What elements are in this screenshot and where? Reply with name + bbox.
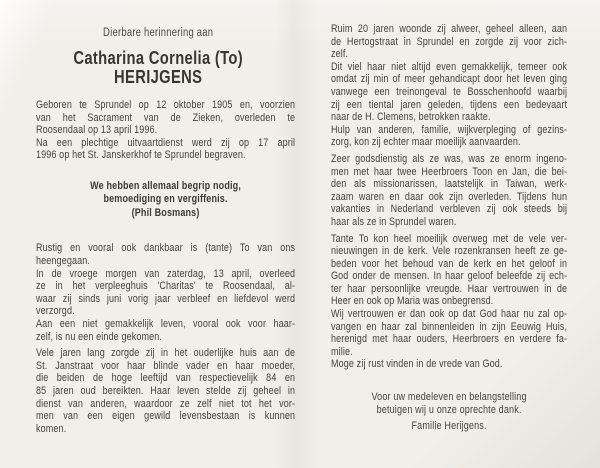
quote-block — [36, 180, 295, 221]
brothers-paragraph — [331, 153, 567, 229]
text-line: vangen en haar zal binnenleiden in zijn Eeuwig Huis, — [331, 320, 568, 333]
card-header — [36, 26, 295, 87]
passing-paragraph — [36, 242, 295, 343]
caring-paragraph — [36, 347, 295, 435]
text-line: Aan een niet gemakkelijk leven, vooral ook voor haar- — [36, 318, 296, 331]
text-line: Na een plechtige uitvaartdienst werd zij op 17 april — [36, 136, 296, 149]
family-signature: Familie Herijgens. — [411, 420, 487, 433]
text-line: Vele jaren lang zorgde zij in het ouderlijke huis aan de — [36, 347, 296, 360]
text-line: die beiden de hoge leeftijd van respectievelijk 84 en — [36, 372, 296, 385]
text-line: Geboren te Sprundel op 12 oktober 1905 en, voorzien — [36, 99, 296, 111]
text-line: Moge zij rust vinden in de vrede van God. — [331, 358, 503, 371]
text-line: omdat zij min of meer gehandicapt door het leven ging — [331, 73, 568, 86]
text-line: betuigen wij u onze oprechte dank. — [376, 403, 522, 416]
dates-paragraph — [36, 99, 295, 162]
text-line: men met haar twee Heerbroers Toon en Jan, die bei- — [331, 165, 568, 178]
text-line: dienst van anderen, waardoor ze zelf niet tot het vor- — [36, 397, 296, 410]
text-line: 1996 op het St. Janskerkhof te Sprundel begraven. — [36, 149, 246, 162]
text-line: Roosendaal op 13 april 1996. — [36, 124, 158, 137]
text-line: Tante To kon heel moeilijk overweg met de vele ver- — [331, 232, 568, 245]
text-line: St. Janstraat voor haar blinde vader en haar moeder, — [36, 359, 296, 372]
text-line: ter haar persoonlijke vreugde. Haar vertrouwen in de — [331, 282, 568, 295]
text-line: zij een tiental jaren geleden, tijdens een bedevaart — [331, 98, 568, 111]
text-line: naar de H. Clemens, betrokken raakte. — [331, 111, 491, 124]
text-line: God onder de mensen. In haar geloof beleefde zij ech- — [331, 270, 568, 283]
text-line: zaam waren en daar ook zijn overleden. Tijdens hun — [331, 190, 568, 203]
text-line: We hebben allemaal begrip nodig, — [90, 179, 242, 192]
text-line: den als missionarissen, laatstelijk in Taiwan, werk- — [331, 178, 568, 191]
text-line: (Phil Bosmans) — [131, 206, 200, 219]
text-line: Dit viel haar niet altijd even gemakkelijk, temeer ook — [331, 60, 568, 73]
text-line: zorg, kon zij echter maar moeilijk aanvaarden. — [331, 136, 521, 149]
deceased-name: Catharina Cornelia (To) — [73, 48, 243, 68]
dedication-line: Dierbare herinnering aan — [103, 27, 214, 39]
text-line: Zeer godsdienstig als ze was, was ze enorm ingeno- — [331, 152, 568, 165]
left-page — [36, 20, 352, 435]
text-line: milie. — [331, 345, 353, 358]
text-line: de Hertogstraat in Sprundel en zorgde zij voor zich- — [331, 35, 568, 48]
deceased-surname: HERIJGENS — [114, 67, 203, 87]
text-line: bemoediging en vergiffenis. — [103, 193, 228, 206]
text-line: Ruim 20 jaren woonde zij alweer, geheel alleen, aan — [331, 23, 568, 35]
text-line: beden voor het behoud van de kerk en het geloof in — [331, 257, 568, 270]
text-line: vanwege een treinongeval te Bosschenhoofd waarbij — [331, 85, 568, 98]
text-line: herenigd met haar ouders, Heerbroers en verdere fa- — [331, 333, 568, 346]
text-line: 85 jaren oud bereikten. Haar leven stelde zij geheel in — [36, 385, 296, 397]
right-page — [331, 20, 600, 433]
independent-life-paragraph — [331, 23, 567, 149]
text-line: nieuwingen in de kerk. Vele rozenkransen heeft ze ge- — [331, 245, 568, 258]
closing-thanks — [331, 391, 567, 416]
text-line: Hulp van anderen, familie, wijkverpleging of gezins- — [331, 123, 568, 136]
text-line: Voor uw medeleven en belangstelling — [371, 391, 527, 404]
text-line: In de vroege morgen van zaterdag, 13 april, overleed — [36, 267, 296, 280]
text-line: komen. — [36, 422, 67, 435]
text-line: men van een eigen gewild levensbestaan is kunnen — [36, 410, 296, 423]
text-line: ze in het verpleeghuis 'Charitas' te Roosendaal, al- — [36, 280, 296, 293]
text-line: vakanties in Nederland verbleven zij ook steeds bij — [331, 203, 568, 216]
text-line: waar zij sinds juni vorig jaar verbleef en liefdevol werd — [36, 292, 296, 305]
text-line: haar als ze in Sprundel waren. — [331, 215, 457, 228]
text-line: van het Sacrament van de Zieken, overleden te — [36, 111, 296, 124]
text-line: Wij vertrouwen er dan ook op dat God haar nu zal op- — [331, 308, 568, 321]
text-line: zelf. — [331, 48, 349, 61]
text-line: verzorgd. — [36, 305, 75, 318]
text-line: heengegaan. — [36, 255, 91, 268]
text-line: Heer en ook op Maria was onbegrensd. — [331, 295, 494, 308]
faith-paragraph — [331, 233, 567, 372]
text-line: zelf, is nu een einde gekomen. — [36, 330, 163, 343]
text-line: Rustig en vooral ook dankbaar is (tante) To van ons — [36, 242, 296, 255]
